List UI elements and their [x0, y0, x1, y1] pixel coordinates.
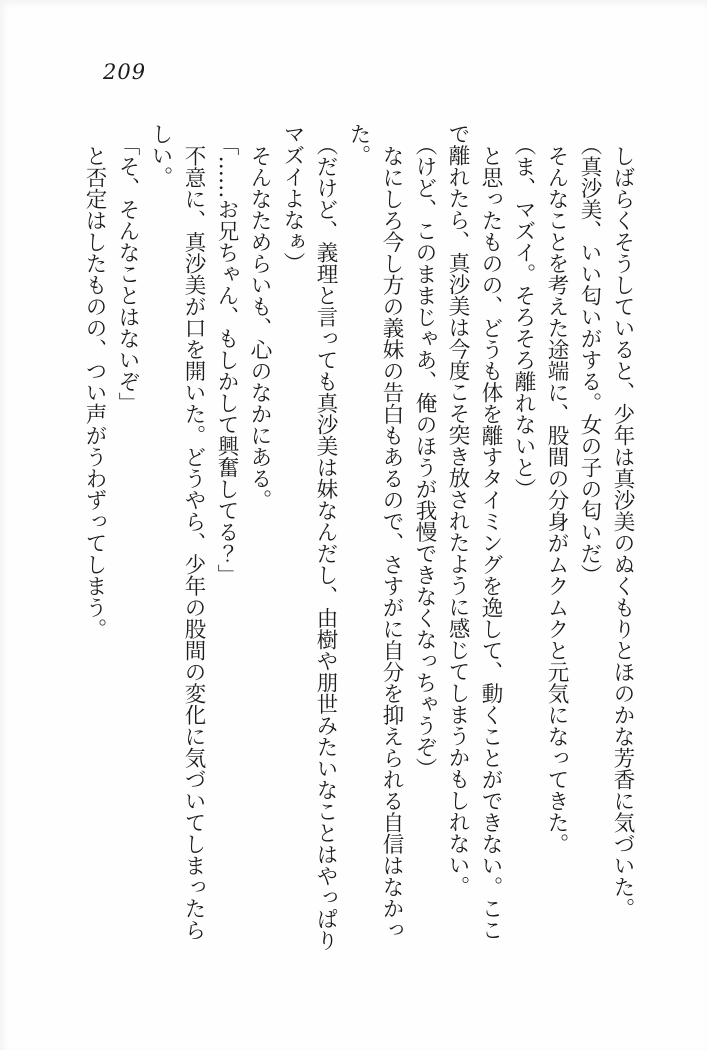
text-block: [78, 123, 639, 953]
paragraph: （真沙美、いい匂いがする。女の子の匂いだ）: [577, 133, 602, 586]
paragraph: と思ったものの、どうも体を離すタイミングを逸して、動くことができない。ここで離れたら、真沙美は今度こそ突き放されたように感じてしまうかもしれない。: [445, 123, 503, 940]
paragraph: （けど、このままじゃあ、俺のほうが我慢できなくなっちゃうぞ）: [412, 133, 437, 779]
paragraph: 「……お兄ちゃん、もしかして興奮してる？」: [214, 133, 239, 586]
paragraph: そんなことを考えた途端に、股間の分身がムクムクと元気になってきた。: [544, 144, 569, 854]
paragraph: （ま、マズイ。そろそろ離れないと）: [511, 133, 536, 500]
paragraph: 「そ、そんなことはないぞ」: [115, 133, 140, 414]
paragraph: しばらくそうしていると、少年は真沙美のぬくもりとほのかな芳香に気づいた。: [610, 144, 635, 919]
paragraph: と否定はしたものの、つい声がうわずってしまう。: [82, 144, 107, 639]
page-number: 209: [103, 60, 147, 84]
paragraph: なにしろ今し方の義妹の告白もあるので、さすがに自分を抑えられる自信はなかった。: [346, 123, 404, 940]
paragraph: そんなためらいも、心のなかにある。: [247, 144, 272, 510]
paragraph: 不意に、真沙美が口を開いた。どうやら、少年の股間の変化に気づいてしまったらしい。: [148, 123, 206, 940]
paragraph: （だけど、義理と言っても真沙美は妹なんだし、由樹や朋世みたいなことはやっぱりマズイよなぁ）: [280, 123, 338, 951]
